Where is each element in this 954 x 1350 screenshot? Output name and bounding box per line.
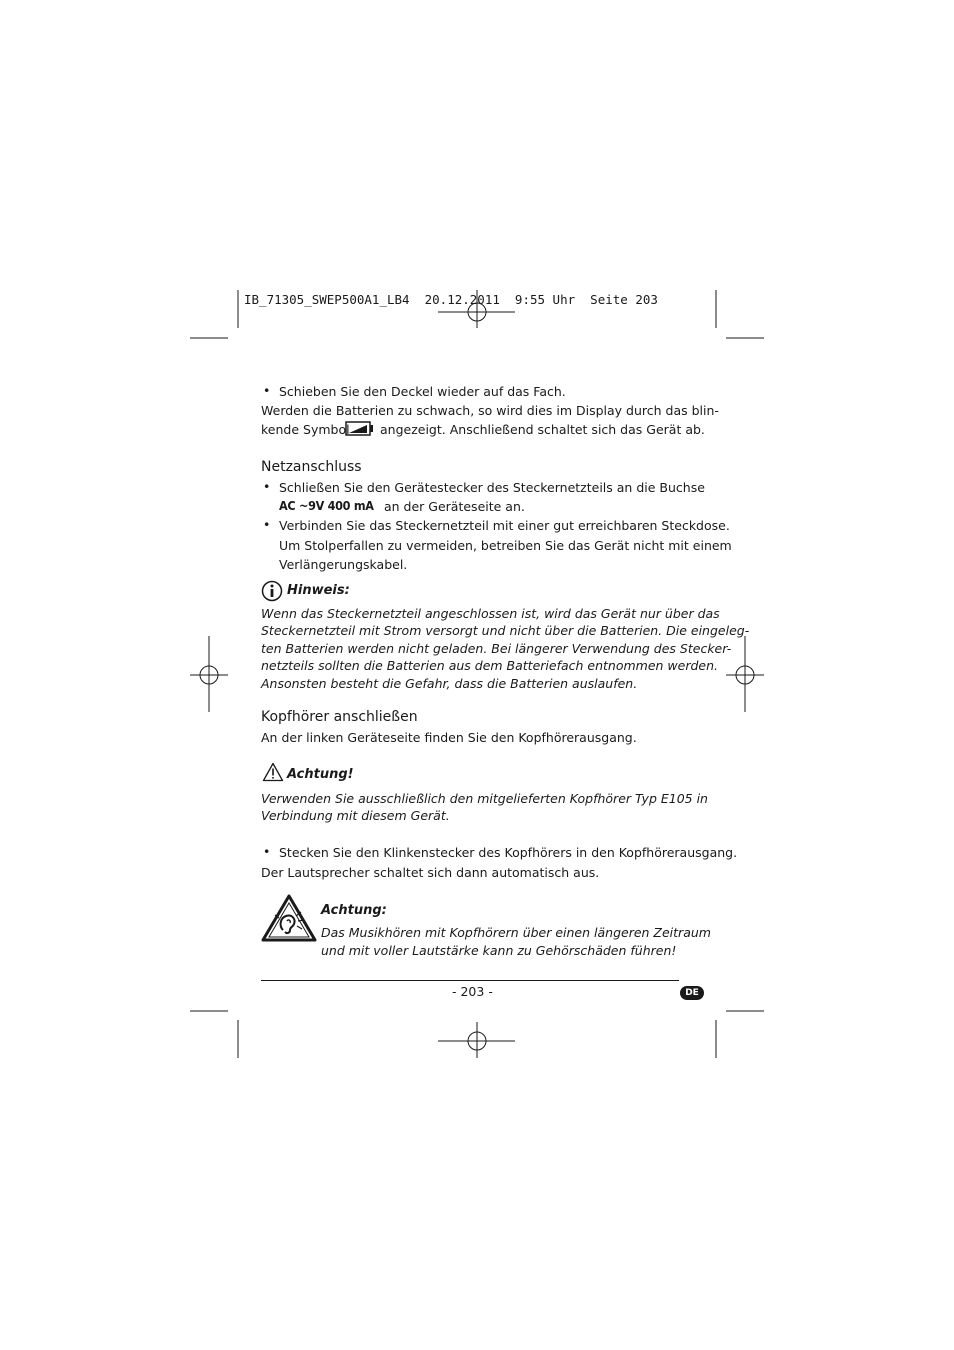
hinweis-line: netzteils sollten die Batterien aus dem Batteriefach entnommen werden. [261, 658, 718, 673]
print-slug-line: IB_71305_SWEP500A1_LB4 20.12.2011 9:55 Uhr Seite 203 [244, 292, 658, 307]
hinweis-line: ten Batterien werden nicht geladen. Bei längerer Verwendung des Stecker- [261, 641, 732, 656]
netz-bullet-2-line-1: Verbinden Sie das Steckernetzteil mit einer gut erreichbaren Steckdose. [279, 518, 730, 533]
hinweis-title: Hinweis: [287, 583, 350, 598]
stecken-line: Der Lautsprecher schaltet sich dann automatisch aus. [261, 865, 600, 880]
netz-bullet-2-line-2: Um Stolperfallen zu vermeiden, betreiben Sie das Gerät nicht mit einem [279, 538, 732, 553]
bullet-dot: • [263, 844, 271, 859]
language-badge: DE [680, 986, 704, 1000]
page-number: - 203 - [452, 984, 493, 999]
hearing-damage-warning-icon [261, 894, 317, 942]
netz-bullet-1-line-1: Schließen Sie den Gerätestecker des Steckernetzteils an die Buchse [279, 480, 705, 495]
bullet-dot: • [263, 517, 271, 532]
warning-triangle-icon [262, 762, 284, 782]
ac-socket-label: AC ~9V 400 mA [279, 498, 374, 513]
hinweis-line: Steckernetzteil mit Strom versorgt und nicht über die Batterien. Die eingeleg- [261, 623, 750, 638]
section-heading-kopfhoerer: Kopfhörer anschließen [261, 709, 418, 725]
achtung-1-line-2: Verbindung mit diesem Gerät. [261, 808, 450, 823]
intro-paragraph-line-2a: kende Symbol [261, 422, 350, 437]
hinweis-line: Ansonsten besteht die Gefahr, dass die Batterien auslaufen. [261, 676, 638, 691]
footer-rule [261, 980, 679, 981]
netz-bullet-1-line-2: an der Geräteseite an. [384, 499, 525, 514]
bullet-dot: • [263, 383, 271, 398]
info-icon [261, 580, 283, 602]
netz-bullet-2-line-3: Verlängerungskabel. [279, 557, 408, 572]
achtung-1-line-1: Verwenden Sie ausschließlich den mitgelieferten Kopfhörer Typ E105 in [261, 791, 708, 806]
achtung-2-line-1: Das Musikhören mit Kopfhörern über einen längeren Zeitraum [321, 925, 711, 940]
hinweis-line: Wenn das Steckernetzteil angeschlossen ist, wird das Gerät nur über das [261, 606, 720, 621]
section-heading-netzanschluss: Netzanschluss [261, 459, 362, 475]
achtung-2-title: Achtung: [321, 903, 387, 918]
kopfhoerer-text: An der linken Geräteseite finden Sie den Kopfhörerausgang. [261, 730, 637, 745]
battery-low-icon [345, 421, 375, 437]
intro-paragraph-line-2b: angezeigt. Anschließend schaltet sich das Gerät ab. [380, 422, 705, 437]
bullet-dot: • [263, 479, 271, 494]
intro-bullet-1: Schieben Sie den Deckel wieder auf das Fach. [279, 384, 566, 399]
intro-paragraph-line-1: Werden die Batterien zu schwach, so wird dies im Display durch das blin- [261, 403, 719, 418]
achtung-2-line-2: und mit voller Lautstärke kann zu Gehörschäden führen! [321, 943, 677, 958]
achtung-1-title: Achtung! [287, 767, 354, 782]
stecken-bullet: Stecken Sie den Klinkenstecker des Kopfhörers in den Kopfhörerausgang. [279, 845, 738, 860]
